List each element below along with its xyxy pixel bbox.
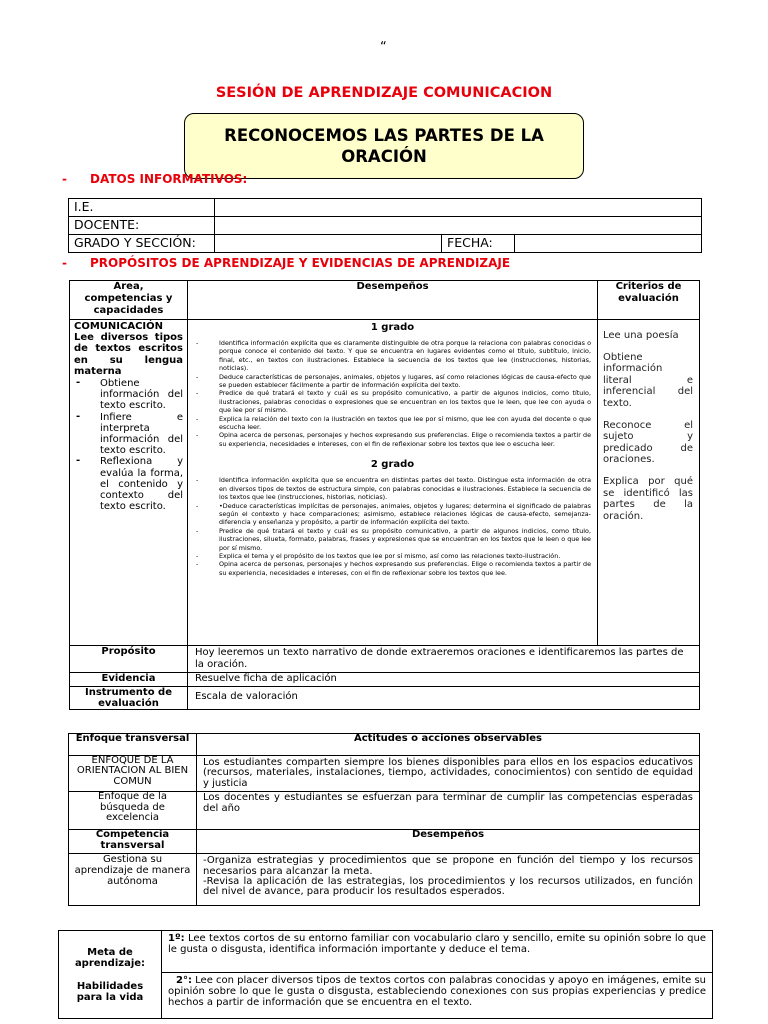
desempeno-item: - Predice de qué tratará el texto y cuál es su propósito comunicativo, a partir de algunos indicios, como título, ilustraciones, silueta, formato, palabras, frases y expresiones que se encuentran en los textos que le leen o que lee por sí mismo. — [192, 527, 591, 552]
datos-table — [68, 198, 702, 253]
section-propositos-label: PROPÓSITOS DE APRENDIZAJE Y EVIDENCIAS DE APRENDIZAJE — [90, 256, 511, 270]
section-propositos — [62, 256, 510, 270]
enfoque-excelencia: Enfoque de la búsqueda de excelencia — [69, 792, 197, 830]
grade2-title: 2 grado — [370, 459, 415, 471]
meta-item-1 — [162, 931, 713, 973]
grado-field[interactable] — [215, 235, 442, 253]
ie-label: I.E. — [69, 199, 215, 217]
desempeno-item: - •Deduce características implícitas de personajes, animales, objetos y lugares; determina el significado de palabras según el contexto y hace comparaciones; asimismo, establece relaciones lógicas de causa-efecto, semejanza-diferencia y enseñanza y propósito, a partir de información explícita del texto. — [192, 502, 591, 527]
criterios-cell — [598, 320, 700, 646]
grade1-title: 1 grado — [370, 322, 415, 333]
bullet-dash: - — [62, 256, 67, 270]
header-criterios: Criterios de evaluación — [598, 281, 700, 320]
meta-labels — [59, 931, 162, 1019]
capacidad-item: - Obtiene información del texto escrito. — [74, 378, 183, 412]
docente-label: DOCENTE: — [69, 217, 215, 235]
grade1-list — [192, 339, 591, 448]
desempeno-item: - Identifica información explícita que es claramente distinguible de otra porque la relaciona con palabras conocidas o porque conoce el contenido del texto. Y que se encuentra en lugares evidentes como el título, subtítulo, inicio, final, etc., en textos con ilustraciones. Establece la secuencia de los textos que lee (instrucciones, historias, noticias). — [192, 339, 591, 373]
enfoque-table — [68, 733, 700, 906]
section-datos-label: DATOS INFORMATIVOS: — [90, 172, 248, 186]
criterio-item: Obtiene información literal e inferencial del texto. — [603, 351, 693, 409]
proposito-text: Hoy leeremos un texto narrativo de donde extraeremos oraciones e identificaremos las partes de la oración. — [188, 646, 700, 673]
desempeno-item: - Deduce características de personajes, animales, objetos y lugares, así como relaciones lógicas de causa-efecto que se pueden establecer fácilmente a partir de información explícita del texto. — [192, 373, 591, 390]
desempenos-cell — [188, 320, 598, 646]
desempeno-line: -Organiza estrategias y procedimientos que se propone en función del tiempo y los recursos necesarios para alcanzar la meta. — [203, 855, 693, 877]
meta-item-number: 1º: — [168, 933, 185, 944]
section-datos — [62, 172, 247, 186]
meta-item-number: 2°: — [176, 975, 192, 986]
instrumento-text: Escala de valoración — [188, 687, 700, 710]
meta-table — [58, 930, 713, 1019]
competencia-autonoma: Gestiona su aprendizaje de manera autónoma — [69, 854, 197, 906]
desempeno-item: - Opina acerca de personas, personajes y hechos expresando sus preferencias. Elige o recomienda textos a partir de su experiencia, necesidades e intereses, con el fin de reflexionar sobre los textos que lee o escucha leer. — [192, 431, 591, 448]
propositos-table — [69, 280, 700, 710]
habilidades-label: Habilidades para la vida — [76, 980, 144, 1003]
grado-label: GRADO Y SECCIÓN: — [69, 235, 215, 253]
competencia-autonoma-text — [197, 854, 700, 906]
fecha-label: FECHA: — [442, 235, 515, 253]
meta-item-2 — [162, 973, 713, 1019]
ie-field[interactable] — [215, 199, 702, 217]
desempeno-item: - Explica el tema y el propósito de los textos que lee por sí mismo, así como las relaciones texto-ilustración. — [192, 552, 591, 560]
session-title-box: RECONOCEMOS LAS PARTES DE LA ORACIÓN — [184, 113, 584, 179]
enfoque-bien-comun: ENFOQUE DE LA ORIENTACION AL BIEN COMUN — [69, 756, 197, 792]
bullet-dash: - — [62, 172, 67, 186]
competencia-cell — [70, 320, 188, 646]
enfoque-excelencia-text: Los docentes y estudiantes se esfuerzan para terminar de cumplir las competencias esperadas del año — [197, 792, 700, 830]
meta-label: Meta de aprendizaje: — [74, 946, 146, 969]
desempeno-item: - Opina acerca de personas, personajes y hechos expresando sus preferencias. Elige o recomienda textos a partir de su experiencia, necesidades e intereses, con el fin de reflexionar sobre los textos que lee. — [192, 560, 591, 577]
capacidad-item: - Infiere e interpreta información del texto escrito. — [74, 412, 183, 457]
capacidad-item: - Reflexiona y evalúa la forma, el contenido y contexto del texto escrito. — [74, 456, 183, 512]
desempeno-item: - Predice de qué tratará el texto y cuál es su propósito comunicativo, a partir de algunos indicios, como título, ilustraciones, palabras conocidas o expresiones que se encuentran en los textos que le leen, que lee con ayuda o que lee por sí mismo. — [192, 389, 591, 414]
area-name: COMUNICACIÓN — [74, 321, 164, 332]
fecha-field[interactable] — [515, 235, 702, 253]
header-actitudes: Actitudes o acciones observables — [197, 734, 700, 756]
criterio-item: Reconoce el sujeto y predicado de oraciones. — [603, 419, 693, 466]
header-desempenos: Desempeños — [188, 281, 598, 320]
proposito-label: Propósito — [70, 646, 188, 673]
competencia-text: Lee diversos tipos de textos escritos en su lengua materna — [74, 332, 183, 377]
meta-item-text: Lee textos cortos de su entorno familiar con vocabulario claro y sencillo, emite su opinión sobre lo que le gusta o disgusta, identifica información importante y deduce el tema. — [168, 933, 706, 955]
instrumento-label: Instrumento de evaluación — [70, 687, 188, 710]
quote-mark: “ — [380, 40, 387, 55]
evidencia-text: Resuelve ficha de aplicación — [188, 673, 700, 687]
desempeno-line: -Revisa la aplicación de las estrategias, los procedimientos y los recursos utilizados, en función del nivel de avance, para producir los resultados esperados. — [203, 876, 693, 898]
desempeno-item: - Identifica información explícita que se encuentra en distintas partes del texto. Distingue esta información de otra en diversos tipos de textos de estructura simple, con palabras conocidas e ilustraciones. Establece la secuencia de los textos que lee (instrucciones, historias, noticias). — [192, 476, 591, 501]
header-competencia: Competencia transversal — [69, 830, 197, 854]
criterio-item: Explica por qué se identificó las partes de la oración. — [603, 475, 693, 522]
meta-item-text: Lee con placer diversos tipos de textos cortos con palabras conocidas y apoyo en imágenes, emite su opinión sobre lo que le gusta o disgusta, estableciendo conexiones con sus propias experiencias y predice hechos a partir de información que se encuentra en el texto. — [168, 975, 706, 1008]
enfoque-bien-comun-text: Los estudiantes comparten siempre los bienes disponibles para ellos en los espacios educativos (recursos, materiales, instalaciones, tiempo, actividades, conocimientos) con sentido de equidad y justicia — [197, 756, 700, 792]
desempeno-item: - Explica la relación del texto con la ilustración en textos que lee por sí mismo, que lee con ayuda del docente o que escucha leer. — [192, 415, 591, 432]
header-enfoque: Enfoque transversal — [69, 734, 197, 756]
header-desempenos-transversal: Desempeños — [197, 830, 700, 854]
grade2-list — [192, 476, 591, 577]
capacidades-list — [74, 378, 183, 512]
criterio-item: Lee una poesía — [603, 330, 679, 341]
session-heading: SESIÓN DE APRENDIZAJE COMUNICACION — [215, 85, 553, 101]
header-area: Área, competencias y capacidades — [70, 281, 188, 320]
docente-field[interactable] — [215, 217, 702, 235]
evidencia-label: Evidencia — [70, 673, 188, 687]
